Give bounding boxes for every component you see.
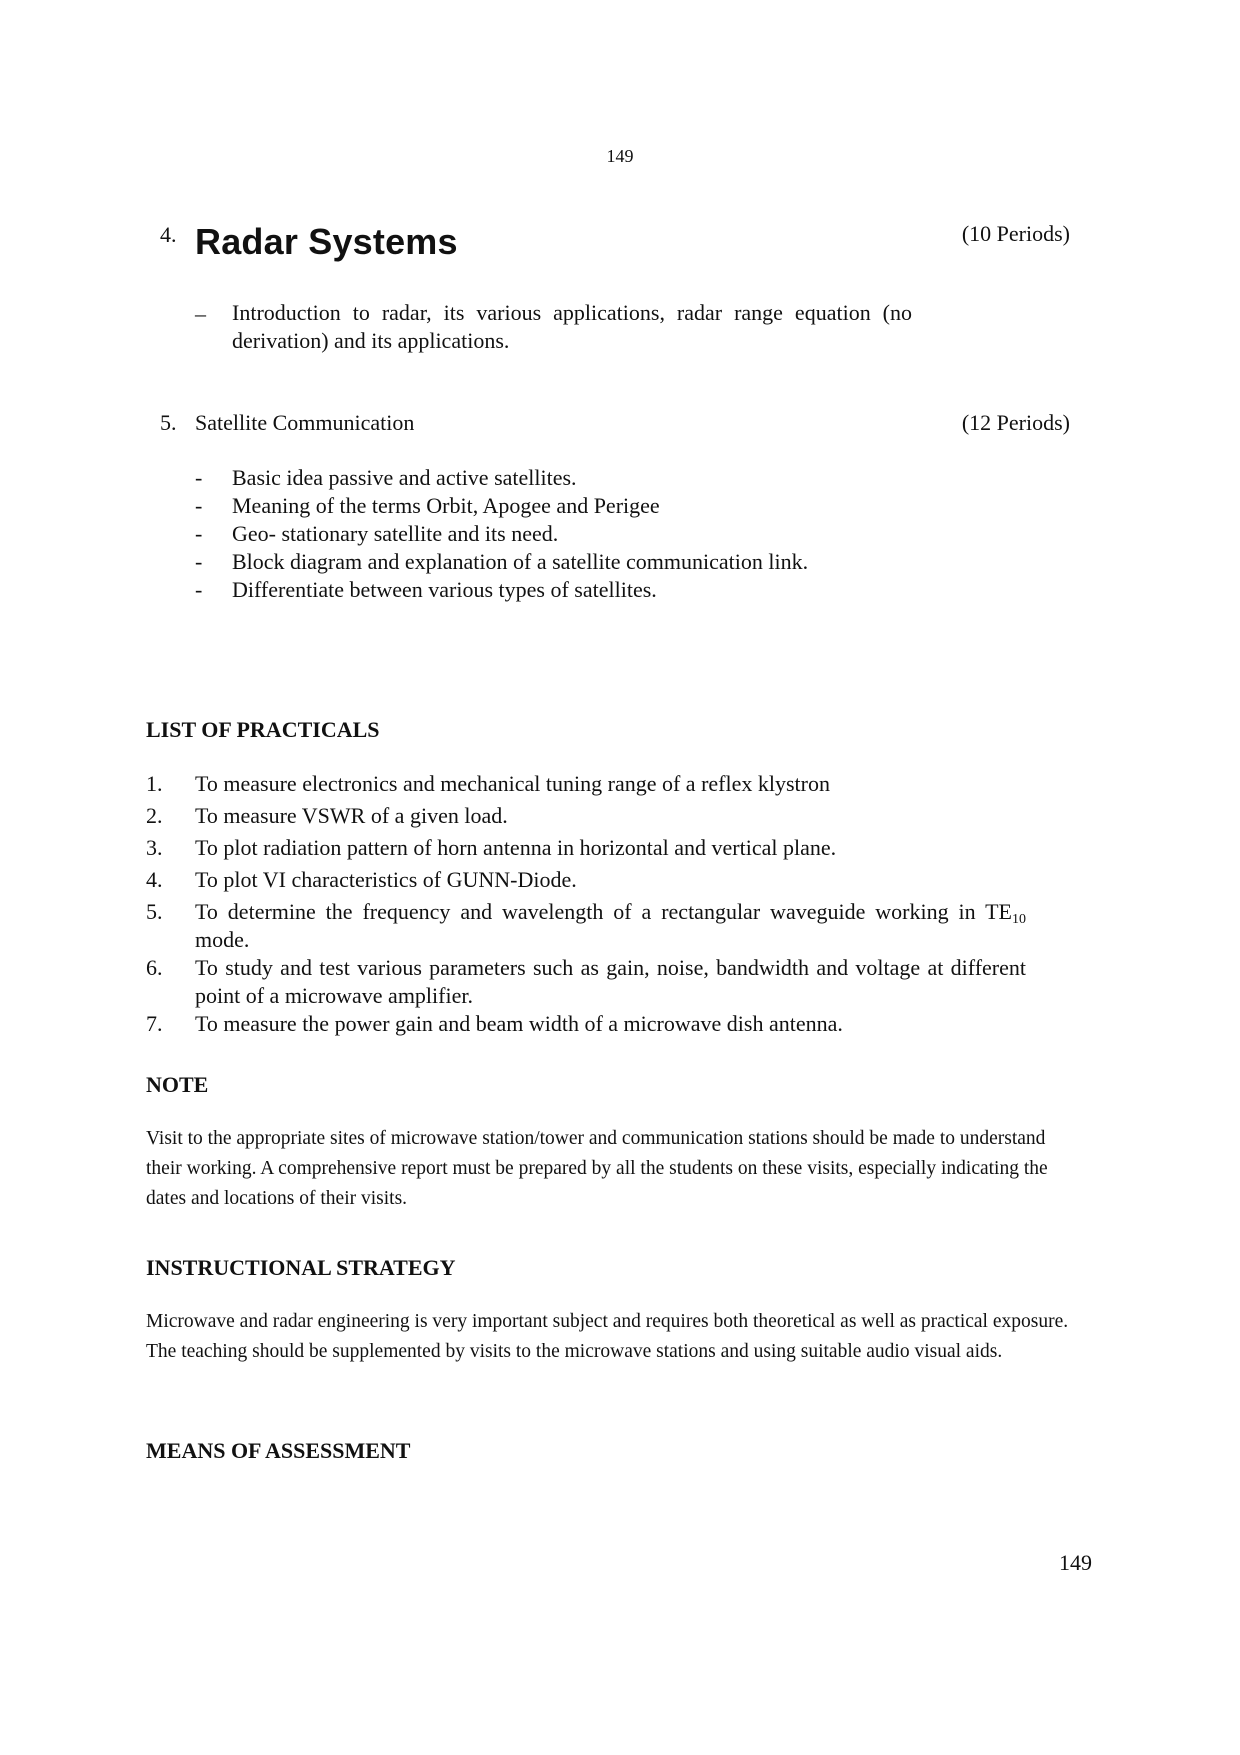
note-heading: NOTE — [146, 1072, 209, 1097]
section-4-title: Radar Systems — [195, 221, 458, 262]
list-item: - Meaning of the terms Orbit, Apogee and Perigee — [195, 493, 660, 518]
section-4-intro: Introduction to radar, its various applications, radar range equation (no derivation) and its applications. — [232, 300, 912, 353]
section-5-list — [195, 464, 955, 604]
list-item: - Basic idea passive and active satellites. — [195, 465, 577, 490]
practical-number: 1. — [146, 771, 163, 796]
list-item: - Geo- stationary satellite and its need. — [195, 521, 559, 546]
practical-text-start: To determine the frequency and wavelength of a rectangular waveguide working in TE — [195, 899, 1012, 924]
strategy-text: Microwave and radar engineering is very important subject and requires both theoretical as well as practical exposure. The teaching should be supplemented by visits to the microwave stations and using suitable audio visual aids. — [146, 1311, 1069, 1362]
list-item-text: Geo- stationary satellite and its need. — [232, 521, 559, 546]
practical-text-end: mode. — [195, 927, 250, 952]
section-5-title: Satellite Communication — [195, 410, 415, 435]
strategy-heading: INSTRUCTIONAL STRATEGY — [146, 1255, 456, 1280]
section-4-dash: – — [195, 301, 206, 326]
practical-item — [146, 954, 1026, 1010]
practical-number: 2. — [146, 803, 163, 828]
practical-text: To measure electronics and mechanical tuning range of a reflex klystron — [195, 771, 830, 796]
practical-subscript: 10 — [1012, 912, 1026, 927]
list-item-text: Meaning of the terms Orbit, Apogee and Perigee — [232, 493, 660, 518]
practical-number: 4. — [146, 867, 163, 892]
list-item-text: Block diagram and explanation of a satellite communication link. — [232, 549, 809, 574]
practicals-heading: LIST OF PRACTICALS — [146, 717, 380, 742]
practical-item — [146, 898, 1026, 954]
section-5-number: 5. — [160, 410, 177, 435]
list-item: - Differentiate between various types of satellites. — [195, 577, 657, 602]
page-number-bottom: 149 — [1059, 1550, 1092, 1575]
list-item-text: Differentiate between various types of satellites. — [232, 577, 657, 602]
practical-text: To plot VI characteristics of GUNN-Diode. — [195, 867, 577, 892]
assessment-heading: MEANS OF ASSESSMENT — [146, 1438, 411, 1463]
section-4-periods: (10 Periods) — [961, 221, 1070, 246]
section-5-periods: (12 Periods) — [961, 410, 1070, 435]
practical-number: 7. — [146, 1011, 163, 1036]
practical-item — [146, 770, 1026, 798]
practical-text: To measure the power gain and beam width of a microwave dish antenna. — [195, 1011, 843, 1036]
practical-item — [146, 1010, 1026, 1038]
practical-text: To plot radiation pattern of horn antenna in horizontal and vertical plane. — [195, 835, 837, 860]
practical-item — [146, 866, 1026, 894]
practical-text: To measure VSWR of a given load. — [195, 803, 508, 828]
section-4-number: 4. — [160, 222, 177, 247]
practical-text: To study and test various parameters such as gain, noise, bandwidth and voltage at different point of a microwave amplifier. — [195, 955, 1026, 1008]
practical-number: 5. — [146, 899, 163, 924]
list-item: - Block diagram and explanation of a satellite communication link. — [195, 549, 809, 574]
practical-number: 3. — [146, 835, 163, 860]
practical-item — [146, 834, 1026, 862]
list-item-text: Basic idea passive and active satellites. — [232, 465, 577, 490]
practical-item — [146, 802, 1026, 830]
page-number-top: 149 — [606, 146, 634, 166]
practicals-list — [146, 770, 1026, 1038]
practical-number: 6. — [146, 955, 163, 980]
note-text: Visit to the appropriate sites of microwave station/tower and communication stations should be made to understand their working. A comprehensive report must be prepared by all the students on these visits, especially indicating the dates and locations of their visits. — [146, 1128, 1048, 1209]
